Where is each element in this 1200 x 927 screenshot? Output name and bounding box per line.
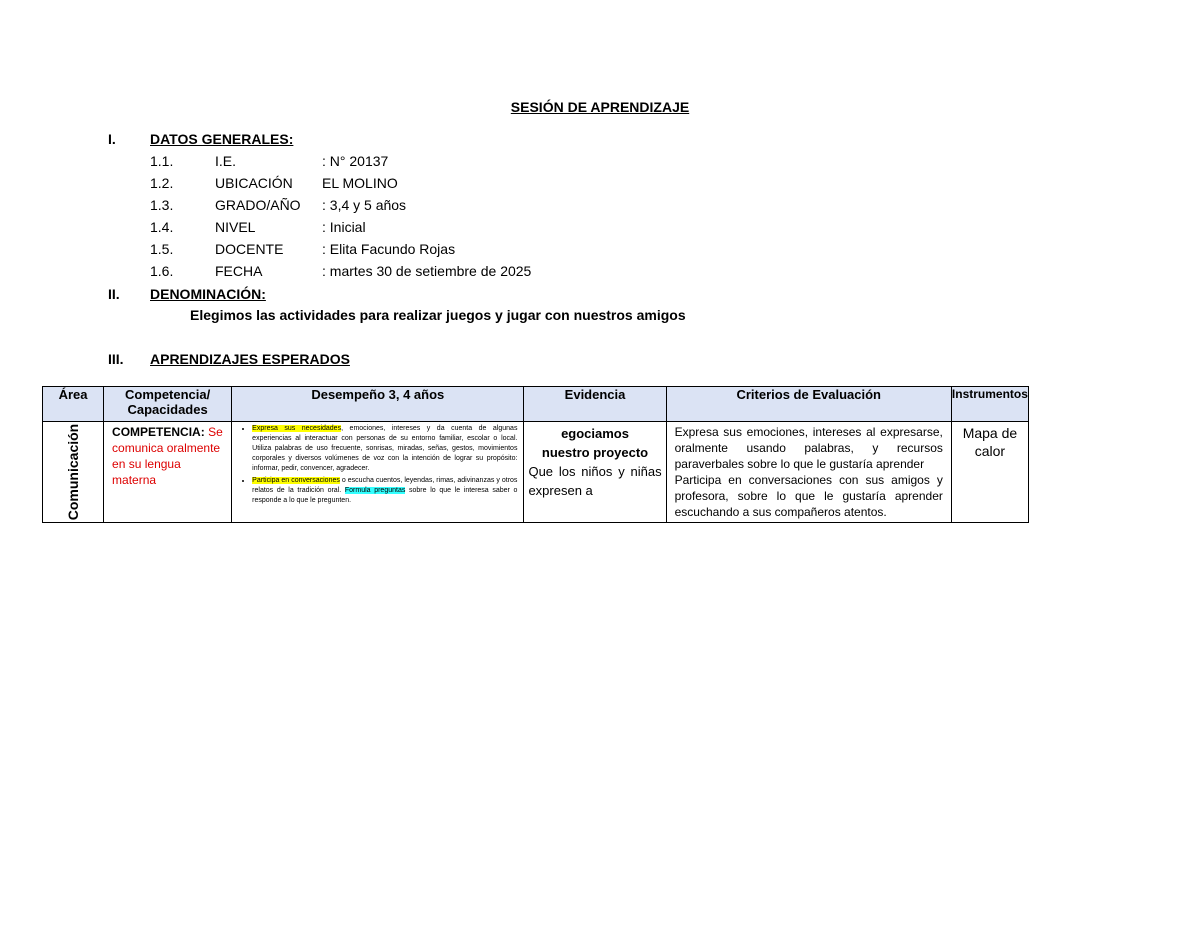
evidence-text: Que los niños y niñas expresen a — [528, 464, 662, 498]
row-field: NIVEL — [215, 219, 256, 235]
section-1 — [108, 131, 294, 147]
row-field: FECHA — [215, 263, 263, 279]
row-field: 1.5. — [150, 241, 174, 257]
evidence-line: egociamos — [561, 426, 629, 441]
section-number: I. — [108, 131, 116, 147]
section-heading: DENOMINACIÓN: — [150, 286, 266, 302]
criteria-cell — [666, 422, 951, 523]
row-field: 1.1. — [150, 153, 174, 169]
evidence-line: nuestro proyecto — [541, 445, 649, 460]
competence-label: COMPETENCIA: — [112, 425, 205, 439]
text: , emociones, intereses y da cuenta de algunas experiencias al interactuar con personas de su entorno familiar, escolar o local. Utiliza palabras de uso frecuente, sonrisas, miradas, señas, gestos, movimientos corporales y diversos volúmenes de voz con la intención de lograr su propósito: informar, pedir, convencer, agradecer. — [252, 425, 518, 472]
instrument-cell: Mapa de calor — [951, 422, 1028, 523]
col-header: Área — [43, 387, 104, 422]
list-item — [252, 424, 517, 474]
row-field: I.E. — [215, 153, 237, 169]
section-heading: DATOS GENERALES: — [150, 131, 294, 147]
highlight: Participa en conversaciones — [252, 477, 340, 484]
row-field: 1.4. — [150, 219, 174, 235]
text: o escucha cuentos, leyendas, rimas, adivinanzas y otros relatos de la tradición oral. — [252, 477, 518, 494]
section-number: III. — [108, 351, 124, 367]
row-field: : N° 20137 — [322, 153, 389, 169]
row-field: 1.3. — [150, 197, 174, 213]
section-2 — [108, 286, 266, 302]
section-3 — [108, 351, 350, 367]
criterion: Participa en conversaciones con sus amigos y profesora, sobre lo que le gustaría aprender escuchando a sus compañeros atentos. — [674, 473, 943, 519]
row-field: 1.2. — [150, 175, 174, 191]
competence-cell — [104, 422, 232, 523]
col-header: Criterios de Evaluación — [666, 387, 951, 422]
col-header: Instrumentos — [951, 387, 1028, 422]
highlight: Expresa sus necesidades — [252, 425, 342, 432]
area-cell — [43, 422, 104, 523]
list-item — [252, 476, 517, 506]
competence-text: Se comunica oralmente en su lengua materna — [112, 425, 223, 487]
row-field: 1.6. — [150, 263, 174, 279]
row-field: EL MOLINO — [322, 175, 398, 191]
col-header: Evidencia — [524, 387, 666, 422]
row-field: : Inicial — [322, 219, 366, 235]
performance-cell — [232, 422, 524, 523]
row-field: GRADO/AÑO — [215, 197, 301, 213]
row-field: : Elita Facundo Rojas — [322, 241, 456, 257]
evidence-cell — [524, 422, 666, 523]
highlight: Formula preguntas — [344, 487, 406, 494]
learning-table — [42, 386, 1029, 523]
row-field: : 3,4 y 5 años — [322, 197, 407, 213]
criterion: Expresa sus emociones, intereses al expresarse, oralmente usando palabras, y recursos paraverbales sobre lo que le gustaría aprender — [674, 425, 943, 471]
col-header: Competencia/ Capacidades — [104, 387, 232, 422]
page-title: SESIÓN DE APRENDIZAJE — [510, 99, 690, 115]
section-heading: APRENDIZAJES ESPERADOS — [150, 351, 350, 367]
col-header: Desempeño 3, 4 años — [232, 387, 524, 422]
denomination: Elegimos las actividades para realizar juegos y jugar con nuestros amigos — [190, 307, 686, 323]
section-number: II. — [108, 286, 120, 302]
row-field: UBICACIÓN — [215, 175, 293, 191]
row-field: : martes 30 de setiembre de 2025 — [322, 263, 532, 279]
area-label: Comunicación — [65, 423, 82, 521]
text: sobre lo que le interesa saber o responde a lo que le pregunten. — [252, 487, 518, 504]
row-field: DOCENTE — [215, 241, 284, 257]
